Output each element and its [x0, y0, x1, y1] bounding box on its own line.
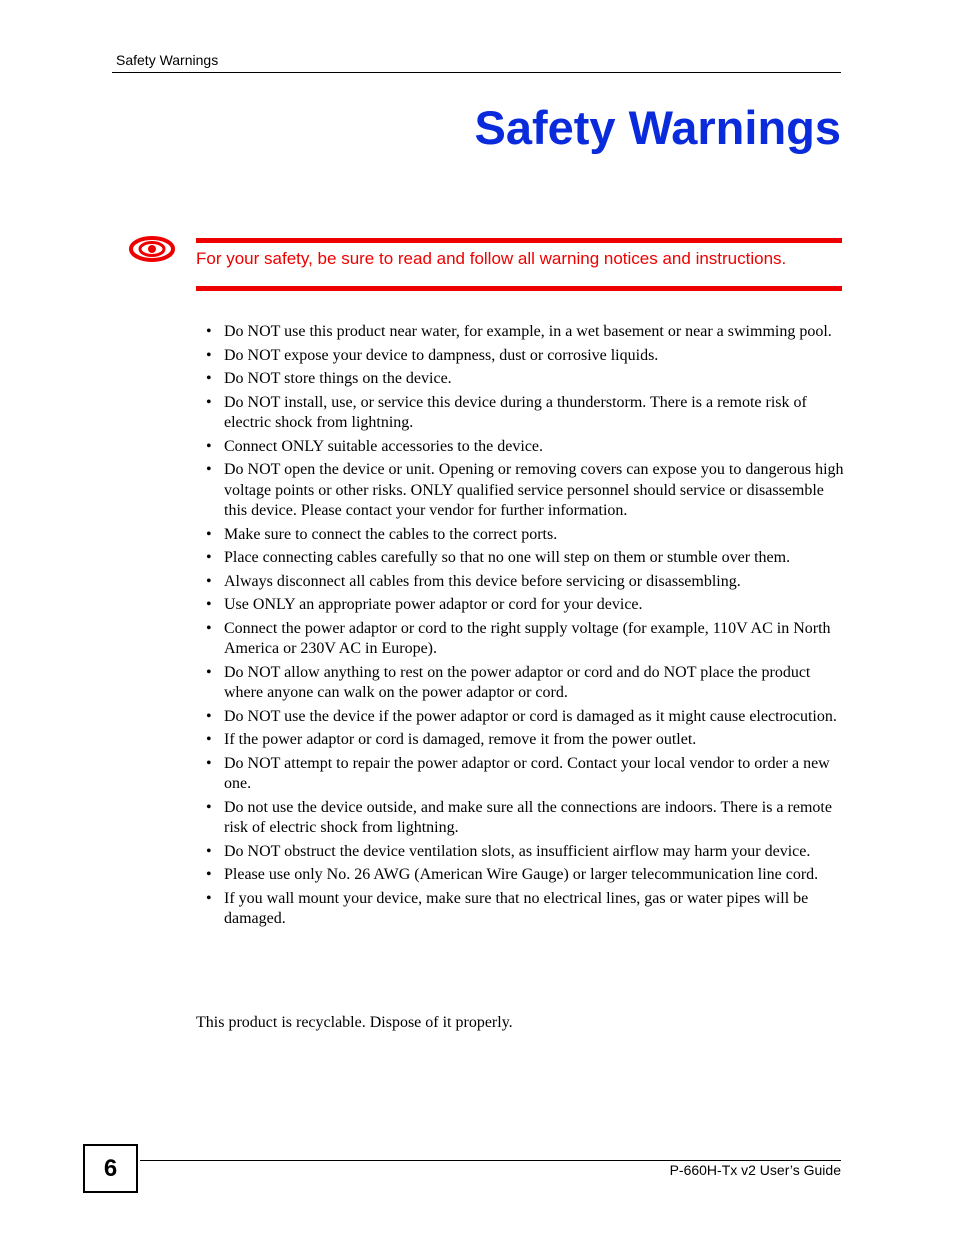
warning-item — [206, 730, 846, 751]
warning-item — [206, 754, 846, 795]
warning-text: If you wall mount your device, make sure that no electrical lines, gas or water pipes will be damaged. — [224, 889, 809, 927]
warning-text: Do NOT expose your device to dampness, dust or corrosive liquids. — [224, 346, 659, 364]
warning-item — [206, 322, 846, 343]
warning-text: If the power adaptor or cord is damaged, remove it from the power outlet. — [224, 731, 697, 748]
warning-text: Do NOT obstruct the device ventilation slots, as insufficient airflow may harm your device. — [224, 842, 811, 860]
bullet-icon: • — [206, 346, 212, 364]
bullet-icon: • — [206, 549, 212, 566]
bullet-icon: • — [206, 731, 212, 748]
warning-item — [206, 548, 846, 569]
bullet-icon: • — [206, 754, 212, 772]
safety-callout-text: For your safety, be sure to read and follow all warning notices and instructions. — [196, 249, 787, 268]
bullet-icon: • — [206, 323, 212, 340]
guide-title: P-660H-Tx v2 User’s Guide — [669, 1162, 841, 1178]
warning-list — [206, 322, 846, 933]
bullet-icon: • — [206, 596, 212, 613]
callout-bottom-rule — [196, 286, 842, 291]
header-divider — [112, 72, 841, 73]
warning-text: Do NOT open the device or unit. Opening or removing covers can expose you to dangerous high voltage points or other risks. ONLY qualified service personnel should service or disassemble this device. Please contact your vendor for further information. — [224, 461, 844, 519]
page-number: 6 — [83, 1144, 138, 1193]
bullet-icon: • — [206, 619, 212, 637]
bullet-icon: • — [206, 461, 212, 478]
footer-divider — [140, 1160, 841, 1161]
warning-item — [206, 865, 846, 886]
warning-item — [206, 437, 846, 458]
running-header: Safety Warnings — [116, 52, 219, 68]
warning-text: Do not use the device outside, and make sure all the connections are indoors. There is a remote risk of electric shock from lightning. — [224, 798, 832, 836]
bullet-icon: • — [206, 525, 212, 543]
bullet-icon: • — [206, 393, 212, 411]
warning-text: Do NOT store things on the device. — [224, 370, 452, 387]
warning-item — [206, 889, 846, 930]
warning-text: Use ONLY an appropriate power adaptor or cord for your device. — [224, 596, 643, 613]
warning-item — [206, 707, 846, 728]
warning-text: Always disconnect all cables from this device before servicing or disassembling. — [224, 572, 741, 590]
warning-item — [206, 393, 846, 434]
warning-item — [206, 369, 846, 390]
warning-text: Do NOT allow anything to rest on the power adaptor or cord and do NOT place the product where anyone can walk on the power adaptor or cord. — [224, 663, 811, 701]
warning-item — [206, 663, 846, 704]
warning-item — [206, 798, 846, 839]
warning-text: Do NOT attempt to repair the power adaptor or cord. Contact your local vendor to order a new one. — [224, 754, 830, 792]
bullet-icon: • — [206, 842, 212, 860]
warning-item — [206, 346, 846, 367]
warning-text: Please use only No. 26 AWG (American Wire Gauge) or larger telecommunication line cord. — [224, 866, 819, 883]
bullet-icon: • — [206, 437, 212, 455]
warning-text: Do NOT use this product near water, for example, in a wet basement or near a swimming pool. — [224, 323, 832, 340]
bullet-icon: • — [206, 707, 212, 725]
callout-top-rule — [196, 238, 842, 243]
warning-text: Connect the power adaptor or cord to the right supply voltage (for example, 110V AC in North America or 230V AC in Europe). — [224, 619, 831, 657]
bullet-icon: • — [206, 798, 212, 816]
warning-item — [206, 572, 846, 593]
warning-text: Do NOT install, use, or service this device during a thunderstorm. There is a remote risk of electric shock from lightning. — [224, 393, 807, 431]
bullet-icon: • — [206, 866, 212, 883]
recycling-note: This product is recyclable. Dispose of it properly. — [196, 1014, 513, 1031]
bullet-icon: • — [206, 370, 212, 387]
warning-item — [206, 525, 846, 546]
warning-item — [206, 595, 846, 616]
warning-item — [206, 619, 846, 660]
bullet-icon: • — [206, 572, 212, 590]
page-title: Safety Warnings — [474, 101, 841, 154]
warning-item — [206, 460, 846, 522]
warning-text: Connect ONLY suitable accessories to the device. — [224, 437, 544, 455]
bullet-icon: • — [206, 663, 212, 681]
bullet-icon: • — [206, 889, 212, 907]
warning-text: Place connecting cables carefully so that no one will step on them or stumble over them. — [224, 549, 791, 566]
warning-text: Make sure to connect the cables to the correct ports. — [224, 525, 558, 543]
warning-item — [206, 842, 846, 863]
eye-icon — [128, 234, 176, 264]
warning-text: Do NOT use the device if the power adaptor or cord is damaged as it might cause electrocution. — [224, 707, 837, 725]
